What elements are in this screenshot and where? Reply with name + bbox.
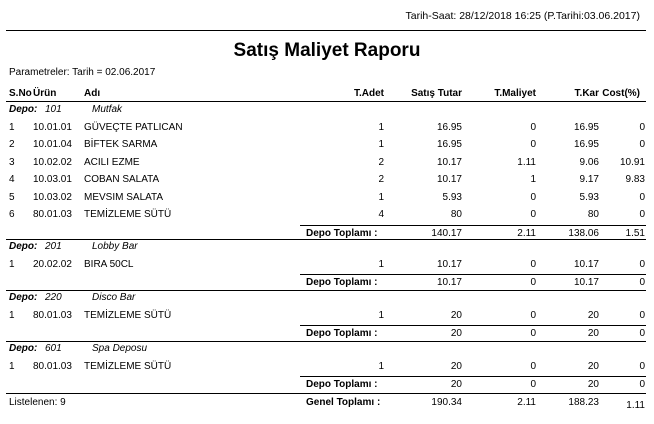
depo-total-tutar: 20 (450, 328, 462, 339)
row-code: 20.02.02 (33, 258, 72, 270)
row-adet: 1 (378, 139, 384, 150)
row-tutar: 10.17 (436, 258, 462, 270)
col-maliyet: T.Maliyet (494, 88, 536, 99)
depo-total-kar: 10.17 (573, 277, 599, 288)
depo-total-tutar: 20 (450, 379, 462, 390)
row-tutar: 10.17 (436, 156, 462, 168)
header-divider (6, 101, 646, 102)
row-kar: 16.95 (573, 139, 599, 150)
row-cost: 0 (639, 121, 645, 133)
row-tutar: 10.17 (436, 174, 462, 185)
row-maliyet: 0 (530, 191, 536, 203)
timestamp: Tarih-Saat: 28/12/2018 16:25 (P.Tarihi:03.06.2017) (405, 10, 640, 22)
depo-label: Depo: (9, 104, 38, 115)
grand-total-kar: 188.23 (568, 397, 599, 408)
depo-total-maliyet: 0 (530, 379, 536, 390)
depo-label: Depo: (9, 241, 38, 252)
row-adet: 1 (378, 191, 384, 203)
row-cost: 0 (639, 209, 645, 220)
row-name: TEMİZLEME SÜTÜ (84, 309, 172, 321)
grand-total-maliyet: 2.11 (517, 397, 536, 408)
depo-number: 220 (45, 292, 62, 303)
row-name: ACILI EZME (84, 156, 140, 168)
row-maliyet: 1 (530, 174, 536, 185)
listed-count: Listelenen: 9 (9, 397, 66, 408)
row-name: MEVSIM SALATA (84, 191, 164, 203)
subtotal-divider (300, 225, 646, 226)
col-no: S.No (9, 88, 32, 99)
row-adet: 1 (378, 258, 384, 270)
depo-total-label: Depo Toplamı : (306, 227, 378, 239)
depo-total-maliyet: 2.11 (517, 227, 536, 239)
row-code: 80.01.03 (33, 209, 72, 220)
depo-total-maliyet: 0 (530, 277, 536, 288)
depo-total-label: Depo Toplamı : (306, 328, 378, 339)
row-kar: 20 (587, 309, 599, 321)
depo-total-cost: 0 (639, 328, 645, 339)
col-tutar: Satış Tutar (411, 88, 462, 99)
report-title: Satış Maliyet Raporu (233, 40, 421, 61)
depo-label: Depo: (9, 343, 38, 354)
group-divider (6, 239, 646, 240)
row-no: 6 (9, 209, 15, 220)
depo-name: Spa Deposu (92, 343, 148, 354)
row-code: 10.03.01 (33, 174, 72, 185)
row-tutar: 16.95 (436, 121, 462, 133)
depo-total-kar: 20 (587, 379, 599, 390)
row-maliyet: 0 (530, 258, 536, 270)
depo-name: Lobby Bar (92, 241, 138, 252)
row-cost: 9.83 (625, 174, 645, 185)
row-tutar: 16.95 (436, 139, 462, 150)
group-divider (6, 341, 646, 342)
row-no: 1 (9, 121, 15, 133)
row-no: 5 (9, 191, 15, 203)
depo-name: Mutfak (92, 104, 123, 115)
top-divider (6, 30, 646, 31)
row-tutar: 20 (450, 360, 462, 372)
depo-total-cost: 0 (639, 277, 645, 288)
row-no: 1 (9, 309, 15, 321)
row-maliyet: 1.11 (517, 156, 536, 168)
depo-total-kar: 138.06 (568, 227, 599, 239)
grand-total-tutar: 190.34 (431, 397, 462, 408)
depo-total-kar: 20 (587, 328, 599, 339)
row-code: 10.02.02 (33, 156, 72, 168)
row-adet: 1 (378, 121, 384, 133)
row-no: 3 (9, 156, 15, 168)
depo-total-tutar: 140.17 (431, 227, 462, 239)
row-no: 4 (9, 174, 15, 185)
depo-total-label: Depo Toplamı : (306, 277, 378, 288)
row-cost: 0 (639, 360, 645, 372)
depo-total-cost: 1.51 (625, 227, 645, 239)
depo-label: Depo: (9, 292, 38, 303)
row-name: TEMİZLEME SÜTÜ (84, 209, 172, 220)
col-cost: Cost(%) (602, 88, 640, 99)
parameters: Parametreler: Tarih = 02.06.2017 (9, 67, 156, 78)
depo-total-tutar: 10.17 (436, 277, 462, 288)
row-cost: 10.91 (619, 156, 645, 168)
subtotal-divider (300, 376, 646, 377)
row-cost: 0 (639, 309, 645, 321)
depo-total-cost: 0 (639, 379, 645, 390)
row-kar: 5.93 (579, 191, 599, 203)
row-cost: 0 (639, 258, 645, 270)
row-code: 80.01.03 (33, 360, 72, 372)
subtotal-divider (300, 325, 646, 326)
row-code: 80.01.03 (33, 309, 72, 321)
row-code: 10.01.01 (33, 121, 72, 133)
row-name: GÜVEÇTE PATLICAN (84, 121, 183, 133)
row-maliyet: 0 (530, 139, 536, 150)
row-cost: 0 (639, 139, 645, 150)
subtotal-divider (300, 274, 646, 275)
row-name: TEMİZLEME SÜTÜ (84, 360, 172, 372)
row-adet: 1 (378, 309, 384, 321)
row-cost: 0 (639, 191, 645, 203)
row-adet: 1 (378, 360, 384, 372)
row-no: 2 (9, 139, 15, 150)
depo-total-maliyet: 0 (530, 328, 536, 339)
row-no: 1 (9, 360, 15, 372)
row-tutar: 80 (450, 209, 462, 220)
depo-number: 601 (45, 343, 62, 354)
row-kar: 9.17 (579, 174, 599, 185)
col-adi: Adı (84, 88, 101, 99)
row-maliyet: 0 (530, 209, 536, 220)
depo-name: Disco Bar (92, 292, 136, 303)
depo-total-label: Depo Toplamı : (306, 379, 378, 390)
row-maliyet: 0 (530, 309, 536, 321)
row-adet: 2 (378, 174, 384, 185)
row-kar: 16.95 (573, 121, 599, 133)
group-divider (6, 290, 646, 291)
row-kar: 80 (587, 209, 599, 220)
row-name: COBAN SALATA (84, 174, 160, 185)
row-adet: 2 (378, 156, 384, 168)
col-kar: T.Kar (574, 88, 599, 99)
col-urun: Ürün (33, 88, 57, 99)
row-kar: 20 (587, 360, 599, 372)
footer-divider (6, 393, 646, 394)
row-kar: 10.17 (573, 258, 599, 270)
col-adet: T.Adet (354, 88, 384, 99)
row-name: BIRA 50CL (84, 258, 134, 270)
row-code: 10.01.04 (33, 139, 72, 150)
row-maliyet: 0 (530, 121, 536, 133)
grand-total-label: Genel Toplamı : (306, 397, 381, 408)
depo-number: 101 (45, 104, 62, 115)
row-name: BİFTEK SARMA (84, 139, 158, 150)
row-no: 1 (9, 258, 15, 270)
row-tutar: 20 (450, 309, 462, 321)
row-adet: 4 (378, 209, 384, 220)
row-kar: 9.06 (579, 156, 599, 168)
row-tutar: 5.93 (442, 191, 462, 203)
row-code: 10.03.02 (33, 191, 72, 203)
grand-total-cost: 1.11 (626, 400, 645, 411)
depo-number: 201 (45, 241, 62, 252)
row-maliyet: 0 (530, 360, 536, 372)
